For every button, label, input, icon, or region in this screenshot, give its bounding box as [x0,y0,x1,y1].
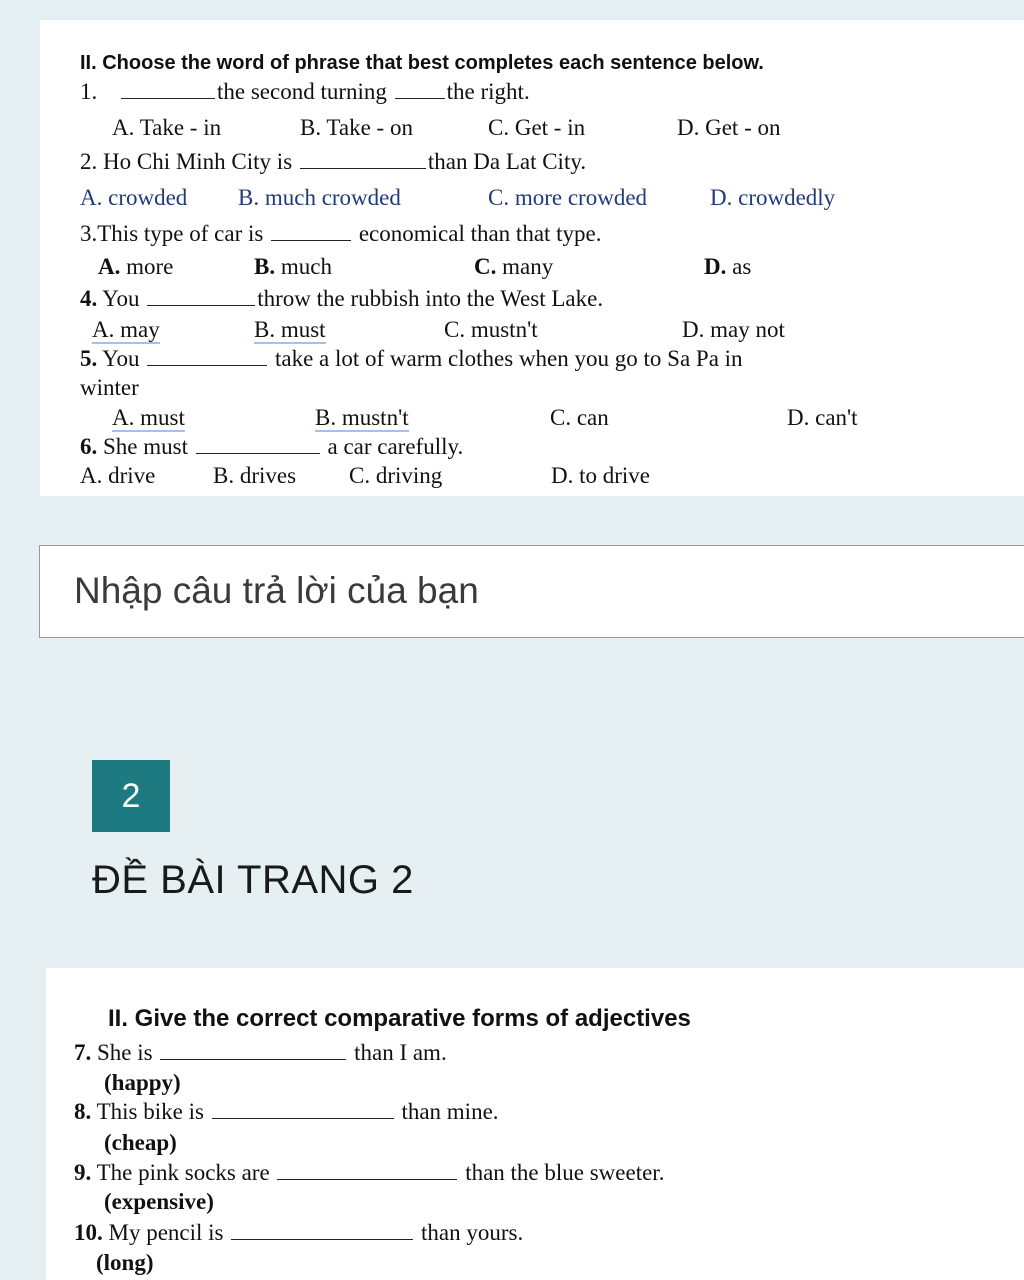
question-1: 1. the second turning the right. [80,79,530,104]
question-2-option-d: D. crowdedly [710,185,836,210]
question-6-option-a: A. drive [80,463,156,488]
question-5: 5. You take a lot of warm clothes when you go to Sa Pa in [80,346,743,371]
question-4-option-a: A. may [92,317,160,342]
question-2-option-b: B. much crowded [238,185,401,210]
question-5-option-a: A. must [112,405,185,430]
question-2-option-c: C. more crowded [488,185,648,210]
question-5-continuation: winter [80,375,139,400]
question-10: 10. My pencil is than yours. [74,1220,524,1245]
question-3-option-d: D. as [704,254,752,279]
question-3-option-a: A. more [98,254,174,279]
question-5-option-c: C. can [550,405,609,430]
question-6-option-b: B. drives [213,463,297,488]
question-1-option-a: A. Take - in [112,115,222,140]
question-4-option-c: C. mustn't [444,317,538,342]
question-9-hint: (expensive) [104,1189,214,1214]
question-5-option-d: D. can't [787,405,858,430]
section-heading: II. Choose the word of phrase that best completes each sentence below. [80,52,764,74]
question-2-option-a: A. crowded [80,185,188,210]
question-1-option-d: D. Get - on [677,115,781,140]
question-9: 9. The pink socks are than the blue sweeter. [74,1160,665,1185]
question-7: 7. She is than I am. [74,1040,447,1065]
question-5-option-b: B. mustn't [315,405,409,430]
question-6: 6. She must a car carefully. [80,434,464,459]
question-7-hint: (happy) [104,1070,181,1095]
question-title: ĐỀ BÀI TRANG 2 [92,858,414,902]
question-10-hint: (long) [96,1250,154,1275]
worksheet-image-1 [40,20,1024,496]
question-4: 4. You throw the rubbish into the West Lake. [80,286,604,311]
question-8: 8. This bike is than mine. [74,1099,499,1124]
question-8-hint: (cheap) [104,1130,177,1155]
question-2: 2. Ho Chi Minh City is than Da Lat City. [80,149,587,174]
question-3: 3.This type of car is economical than that type. [80,221,602,246]
question-1-option-c: C. Get - in [488,115,586,140]
question-3-option-c: C. many [474,254,554,279]
question-6-option-d: D. to drive [551,463,651,488]
answer-placeholder: Nhập câu trả lời của bạn [74,570,479,611]
question-4-option-d: D. may not [682,317,785,342]
question-1-option-b: B. Take - on [300,115,413,140]
question-3-option-b: B. much [254,254,332,279]
section-heading-2: II. Give the correct comparative forms of adjectives [108,1005,691,1032]
question-6-option-c: C. driving [349,463,443,488]
worksheet-image-2 [46,968,1024,1280]
question-4-option-b: B. must [254,317,326,342]
question-number: 1. [80,79,98,104]
question-number-badge: 2 [92,760,170,832]
answer-input[interactable] [39,545,1024,638]
